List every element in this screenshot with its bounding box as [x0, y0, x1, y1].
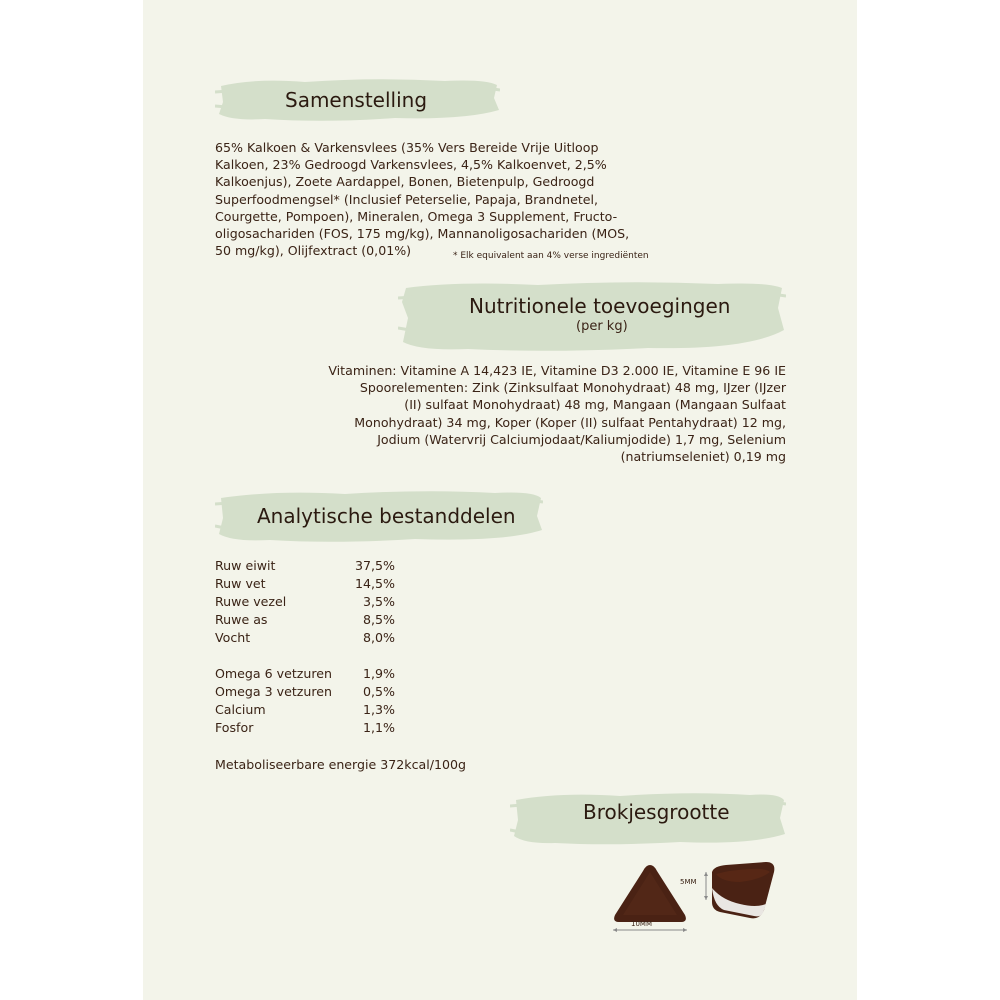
composition-line: 50 mg/kg), Olijfextract (0,01%) — [215, 243, 412, 259]
analytics-name: Omega 6 vetzuren — [215, 666, 333, 681]
analytics-row — [215, 720, 395, 738]
nutrition-heading: Nutritionele toevoegingen — [469, 294, 731, 318]
nutrition-line: (natriumseleniet) 0,19 mg — [620, 449, 786, 465]
energy-text: Metaboliseerbare energie 372kcal/100g — [215, 757, 466, 772]
nutrition-text — [318, 362, 786, 465]
composition-line: Courgette, Pompoen), Mineralen, Omega 3 Supplement, Fructo- — [215, 208, 618, 224]
analytics-row — [215, 684, 395, 702]
nutrition-line: Monohydraat) 34 mg, Koper (Koper (II) sulfaat Pentahydraat) 12 mg, — [354, 414, 786, 430]
analytics-name: Ruw eiwit — [215, 558, 276, 573]
kibble-heading: Brokjesgrootte — [583, 800, 730, 824]
nutrition-line: Jodium (Watervrij Calciumjodaat/Kaliumjodide) 1,7 mg, Selenium — [377, 431, 786, 447]
composition-line: oligosachariden (FOS, 175 mg/kg), Mannanoligosachariden (MOS, — [215, 226, 630, 242]
nutrition-line: Spoorelementen: Zink (Zinksulfaat Monohydraat) 48 mg, IJzer (IJzer — [359, 380, 786, 396]
analytics-row — [215, 630, 395, 648]
composition-line: Superfoodmengsel* (Inclusief Peterselie, Papaja, Brandnetel, — [215, 191, 599, 207]
analytics-value: 1,9% — [363, 666, 395, 681]
height-label: 5MM — [680, 878, 697, 886]
nutrition-subheading: (per kg) — [576, 319, 628, 334]
analytics-name: Ruwe as — [215, 612, 268, 627]
analytics-name: Fosfor — [215, 720, 254, 735]
composition-text — [215, 139, 629, 259]
composition-heading: Samenstelling — [285, 88, 428, 112]
analytics-row — [215, 558, 395, 576]
analytics-row — [215, 576, 395, 594]
analytics-row — [215, 612, 395, 630]
analytics-value: 37,5% — [354, 558, 395, 573]
width-label: 10MM — [631, 920, 652, 928]
analytics-value: 8,5% — [363, 612, 395, 627]
nutrition-line: (II) sulfaat Monohydraat) 48 mg, Mangaan (Mangaan Sulfaat — [404, 397, 786, 413]
composition-line: Kalkoenjus), Zoete Aardappel, Bonen, Bietenpulp, Gedroogd — [215, 174, 595, 190]
analytics-name: Calcium — [215, 702, 266, 717]
kibble-side-view-image — [700, 858, 782, 928]
analytics-name: Ruw vet — [215, 576, 266, 591]
analytics-heading: Analytische bestanddelen — [257, 504, 516, 528]
composition-line: Kalkoen, 23% Gedroogd Varkensvlees, 4,5% Kalkoenvet, 2,5% — [215, 157, 607, 173]
analytics-value: 14,5% — [354, 576, 395, 591]
analytics-name: Ruwe vezel — [215, 594, 287, 609]
analytics-name: Omega 3 vetzuren — [215, 684, 333, 699]
analytics-row — [215, 666, 395, 684]
composition-footnote: * Elk equivalent aan 4% verse ingrediënten — [453, 251, 649, 261]
composition-line: 65% Kalkoen & Varkensvlees (35% Vers Bereide Vrije Uitloop — [215, 140, 599, 155]
analytics-name: Vocht — [215, 630, 251, 645]
analytics-value: 1,3% — [363, 702, 395, 717]
nutrition-line: Vitaminen: Vitamine A 14,423 IE, Vitamine D3 2.000 IE, Vitamine E 96 IE — [328, 363, 786, 378]
analytics-row — [215, 702, 395, 720]
analytics-row — [215, 594, 395, 612]
analytics-value: 3,5% — [363, 594, 395, 609]
analytics-value: 0,5% — [363, 684, 395, 699]
analytics-value: 1,1% — [363, 720, 395, 735]
analytics-value: 8,0% — [363, 630, 395, 645]
